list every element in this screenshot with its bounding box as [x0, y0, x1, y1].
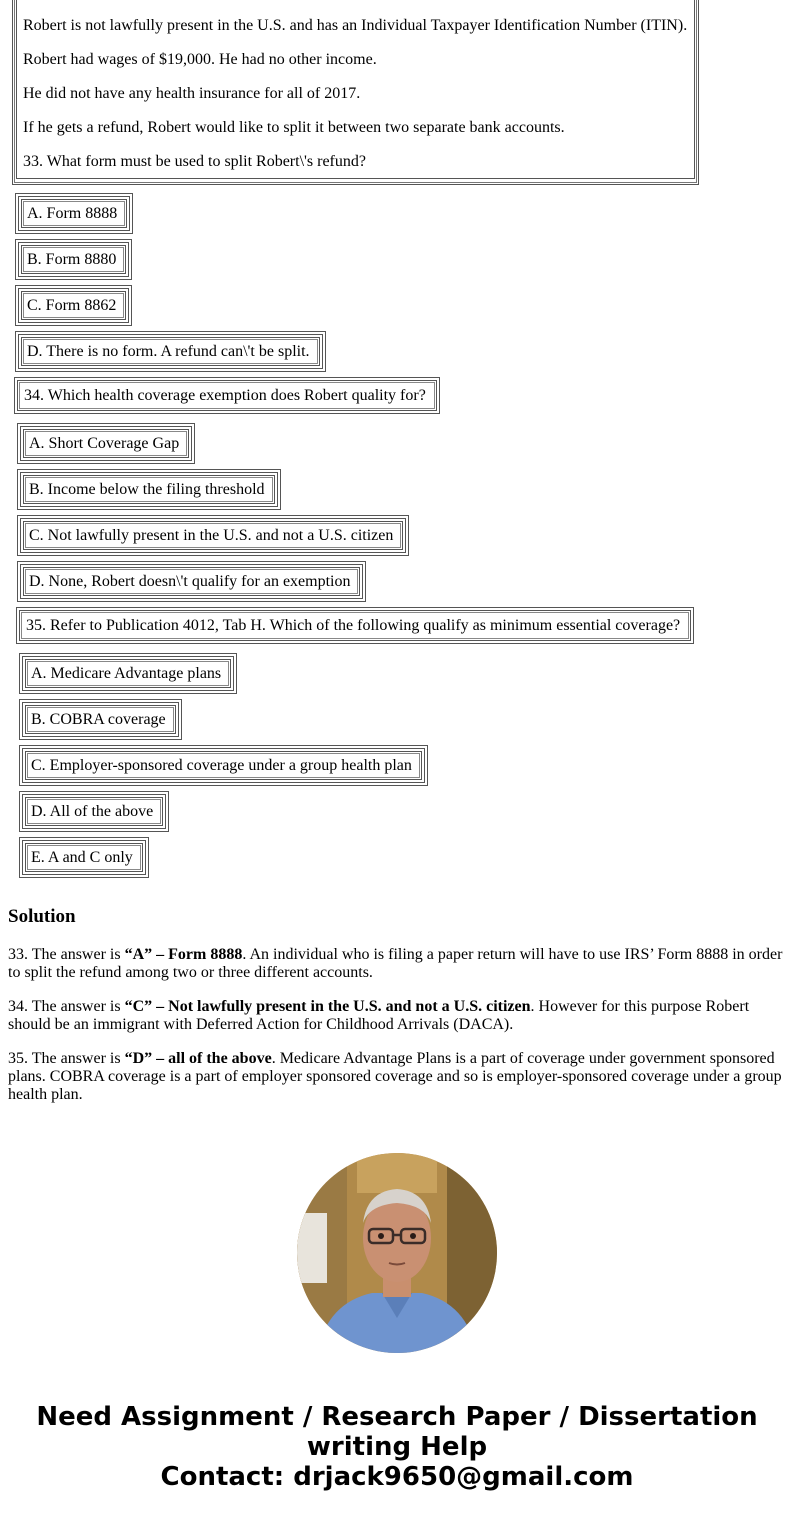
option-label: A. Form 8888: [23, 201, 125, 226]
option-label: B. COBRA coverage: [27, 707, 174, 732]
promo-line: writing Help: [306, 1432, 488, 1462]
question-text: 35. Refer to Publication 4012, Tab H. Which of the following qualify as minimum essential coverage?: [21, 612, 689, 639]
solution-explanation: . Medicare Advantage Plans is a part of coverage under government sponsored plans. COBRA coverage is a part of employer sponsored coverage and so is employer-sponsored coverage under a group health plan.: [8, 1050, 782, 1103]
question-34: [14, 377, 440, 414]
q33-option-d[interactable]: [15, 331, 326, 372]
scenario-line: [23, 0, 688, 1]
option-label: C. Employer-sponsored coverage under a group health plan: [27, 753, 420, 778]
author-avatar: [297, 1153, 497, 1353]
scenario-line: If he gets a refund, Robert would like to split it between two separate bank accounts.: [23, 119, 565, 136]
scenario-box: [12, 0, 699, 185]
solution-answer: “D” – all of the above: [124, 1050, 272, 1067]
promo-banner: [0, 1402, 794, 1492]
option-label: D. There is no form. A refund can\'t be split.: [23, 339, 318, 364]
scenario-line: Robert is not lawfully present in the U.S. and has an Individual Taxpayer Identification Number (ITIN).: [23, 17, 688, 34]
option-label: C. Not lawfully present in the U.S. and not a U.S. citizen: [25, 523, 401, 548]
question-33: 33. What form must be used to split Robert\'s refund?: [23, 153, 366, 170]
q35-option-c[interactable]: [19, 745, 428, 786]
option-label: E. A and C only: [27, 845, 141, 870]
solution-answer: “A” – Form 8888: [124, 946, 243, 963]
solution-prefix: 33. The answer is: [8, 946, 125, 963]
solution-item-35: [8, 1050, 786, 1104]
promo-line: Need Assignment / Research Paper / Dissertation: [36, 1402, 758, 1432]
option-label: A. Short Coverage Gap: [25, 431, 187, 456]
q35-option-a[interactable]: [19, 653, 237, 694]
q35-option-b[interactable]: [19, 699, 182, 740]
option-label: A. Medicare Advantage plans: [27, 661, 229, 686]
scenario-line: He did not have any health insurance for all of 2017.: [23, 85, 361, 102]
option-label: B. Income below the filing threshold: [25, 477, 273, 502]
q33-option-a[interactable]: [15, 193, 133, 234]
solution-answer: “C” – Not lawfully present in the U.S. and not a U.S. citizen: [124, 998, 531, 1015]
solution-prefix: 35. The answer is: [8, 1050, 125, 1067]
question-35: [16, 607, 694, 644]
solution-section: [8, 906, 786, 1120]
solution-explanation: . An individual who is filing a paper return will have to use IRS’ Form 8888 in order to split the refund among two or three different accounts.: [8, 946, 783, 981]
q34-option-d[interactable]: [17, 561, 366, 602]
q34-option-b[interactable]: [17, 469, 281, 510]
scenario-content: [16, 0, 695, 179]
option-label: D. None, Robert doesn\'t qualify for an exemption: [25, 569, 358, 594]
solution-item-33: [8, 946, 786, 982]
scenario-inner: [14, 0, 697, 183]
scenario-line: Robert had wages of $19,000. He had no other income.: [23, 51, 377, 68]
option-label: C. Form 8862: [23, 293, 124, 318]
q33-option-c[interactable]: [15, 285, 132, 326]
option-label: D. All of the above: [27, 799, 161, 824]
q35-option-d[interactable]: [19, 791, 169, 832]
option-label: B. Form 8880: [23, 247, 124, 272]
promo-contact[interactable]: Contact: drjack9650@gmail.com: [160, 1462, 634, 1492]
q34-option-a[interactable]: [17, 423, 195, 464]
solution-item-34: [8, 998, 786, 1034]
q34-option-c[interactable]: [17, 515, 409, 556]
question-text: 34. Which health coverage exemption does Robert quality for?: [19, 382, 435, 409]
solution-prefix: 34. The answer is: [8, 998, 125, 1015]
solution-explanation: . However for this purpose Robert should be an immigrant with Deferred Action for Childhood Arrivals (DACA).: [8, 998, 750, 1033]
avatar-portrait: [297, 1153, 497, 1353]
q33-option-b[interactable]: [15, 239, 132, 280]
q35-option-e[interactable]: [19, 837, 149, 878]
solution-heading: Solution: [8, 906, 76, 927]
